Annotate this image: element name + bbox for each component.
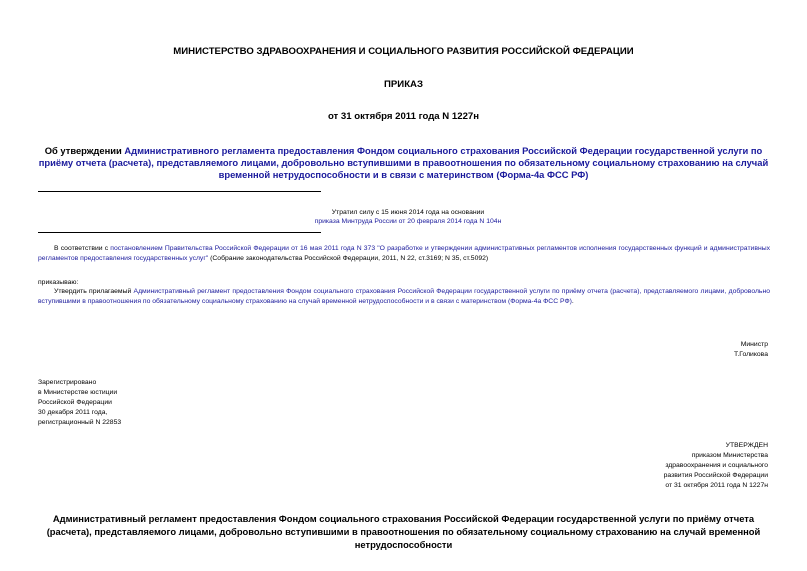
approved-line: здравоохранения и социального — [665, 462, 768, 469]
regulation-title: Административный регламент предоставления Фондом социального страхования Российской Федерации государственной услуги по приёму отчета (расчета), представляемого лицами, добровольно вступившими в правоотношения по обязательному социальному страхованию на случай временной нетрудоспособности — [46, 513, 761, 550]
preamble-paragraph — [38, 244, 770, 264]
registration-line: Российской Федерации — [38, 399, 112, 406]
preamble-suffix: (Собрание законодательства Российской Федерации, 2011, N 22, ст.3169; N 35, ст.5092) — [208, 255, 489, 262]
void-notice-text: Утратил силу с 15 июня 2014 года на основании — [331, 209, 485, 216]
preamble-prefix: В соответствии с — [54, 245, 111, 252]
signatory-position: Министр — [740, 341, 768, 348]
title-regulation-link[interactable]: Административного регламента предоставления Фондом социального страхования Российской Федерации государственной услуги по приёму отчета (расчета), представляемого лицами, добровольно вступившими в правоотношения по обязательному социальному страхованию на случай временной нетрудоспособности и в связи с материнством (Форма-4а ФСС РФ) — [38, 145, 769, 180]
registration-line: регистрационный N 22853 — [38, 419, 122, 426]
void-order-link[interactable]: приказа Минтруда России от 20 февраля 2014 года N 104н — [314, 218, 502, 225]
divider-top — [38, 191, 321, 192]
registration-line: 30 декабря 2011 года, — [38, 409, 108, 416]
approved-line: развития Российской Федерации — [663, 472, 768, 479]
signatory-name: Т.Голикова — [733, 351, 768, 358]
title-prefix: Об утверждении — [44, 145, 125, 156]
approved-line: приказом Министерства — [691, 452, 768, 459]
approved-line: от 31 октября 2011 года N 1227н — [665, 482, 768, 489]
approval-suffix: . — [571, 298, 574, 305]
doc-type-heading: ПРИКАЗ — [384, 79, 423, 90]
document-title — [36, 145, 771, 181]
approved-line: УТВЕРЖДЕН — [725, 442, 768, 449]
registration-line: Зарегистрировано — [38, 379, 97, 386]
order-verb: приказываю: — [38, 279, 79, 286]
divider-bottom — [38, 232, 321, 233]
doc-date-number: от 31 октября 2011 года N 1227н — [327, 111, 480, 122]
approval-prefix: Утвердить прилагаемый — [54, 288, 134, 295]
void-notice-line2 — [293, 217, 523, 227]
ministry-heading: МИНИСТЕРСТВО ЗДРАВООХРАНЕНИЯ И СОЦИАЛЬНОГО РАЗВИТИЯ РОССИЙСКОЙ ФЕДЕРАЦИИ — [173, 46, 634, 57]
registration-line: в Министерстве юстиции — [38, 389, 118, 396]
approval-paragraph — [38, 287, 770, 307]
regulation-link[interactable]: Административный регламент предоставления Фондом социального страхования Российской Федерации государственной услуги по приёму отчета (расчета), представляемого лицами, добровольно вступившими в правоотношения по обязательному социальному страхованию на случай временной нетрудоспособности и в связи с материнством (Форма-4а ФСС РФ) — [38, 288, 771, 305]
government-decree-link[interactable]: постановлением Правительства Российской Федерации от 16 мая 2011 года N 373 "О разработке и утверждении административных регламентов исполнения государственных функций и административных регламентов предоставления государственных услуг" — [38, 245, 771, 262]
